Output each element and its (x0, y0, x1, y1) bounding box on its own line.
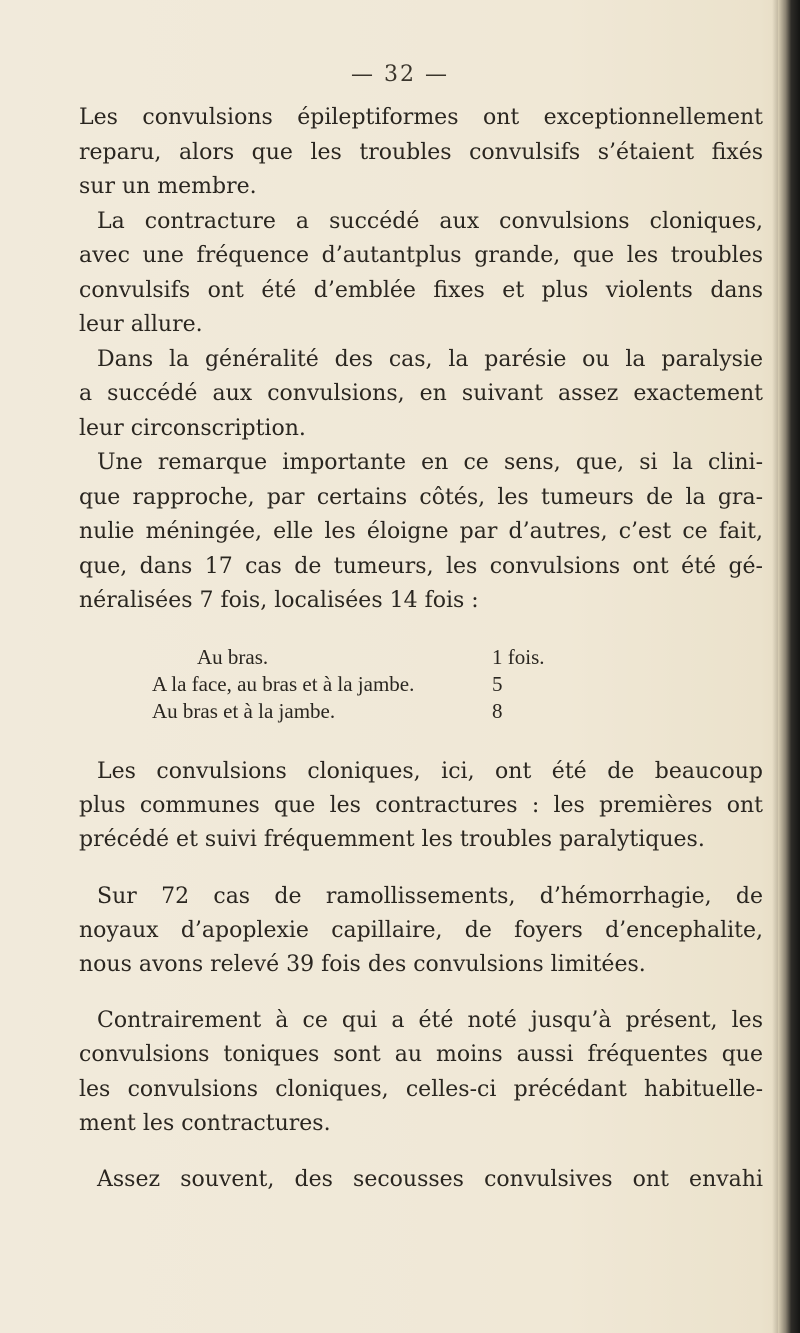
text-line: a succédé aux convulsions, en suivant assez exactement (79, 381, 763, 406)
table-cell-count: 8 (492, 699, 503, 723)
text-line: sur un membre. (79, 174, 257, 199)
text-line: précédé et suivi fréquemment les troubles paralytiques. (79, 827, 705, 853)
cases-table (152, 644, 592, 725)
text-line: Dans la généralité des cas, la parésie ou la paralysie (97, 346, 763, 372)
text-line: leur circonscription. (79, 415, 306, 441)
text-line: convulsions toniques sont au moins aussi fréquentes que (79, 1042, 763, 1068)
text-line: reparu, alors que les troubles convulsifs s’étaient fixés (79, 139, 763, 165)
table-cell-count: 5 (492, 672, 503, 696)
text-line: convulsifs ont été d’emblée fixes et plus violents dans (79, 277, 763, 303)
table-cell-label: A la face, au bras et à la jambe. (152, 672, 415, 696)
text-line: Une remarque importante en ce sens, que, si la clini- (97, 450, 763, 475)
paragraph-8 (79, 1163, 763, 1197)
page-number: — 32 — (351, 62, 449, 87)
text-line: La contracture a succédé aux convulsions cloniques, (97, 208, 763, 234)
text-line: Les convulsions cloniques, ici, ont été de beaucoup (97, 759, 763, 784)
text-line: leur allure. (79, 312, 203, 337)
paragraph-7 (79, 1004, 763, 1141)
book-spine-edge (778, 0, 800, 1333)
paragraph-3 (79, 343, 763, 447)
table-row (152, 698, 592, 725)
text-line: Assez souvent, des secousses convulsives ont envahi (97, 1167, 763, 1193)
text-line: noyaux d’apoplexie capillaire, de foyers d’encephalite, (79, 917, 763, 943)
text-line: Sur 72 cas de ramollissements, d’hémorrhagie, de (97, 883, 763, 909)
text-line: Les convulsions épileptiformes ont exceptionnellement (79, 105, 763, 130)
table-row (152, 644, 592, 671)
paragraph-1 (79, 101, 763, 205)
text-line: ment les contractures. (79, 1110, 331, 1136)
text-line: les convulsions cloniques, celles-ci précédant habituelle- (79, 1076, 763, 1102)
text-line: nulie méningée, elle les éloigne par d’autres, c’est ce fait, (79, 519, 763, 544)
text-line: avec une fréquence d’autantplus grande, que les troubles (79, 243, 763, 268)
text-line: Contrairement à ce qui a été noté jusqu’à présent, les (97, 1008, 763, 1034)
table-cell-count: 1 fois. (492, 645, 545, 669)
table-cell-label: Au bras. (197, 645, 269, 669)
text-line: plus communes que les contractures : les premières ont (79, 793, 763, 819)
body-text-upper (79, 101, 763, 619)
text-line: que rapproche, par certains côtés, les tumeurs de la gra- (79, 484, 763, 510)
paragraph-4 (79, 446, 763, 619)
text-line: nous avons relevé 39 fois des convulsions limitées. (79, 952, 646, 978)
body-text-lower (79, 733, 763, 1219)
paragraph-2 (79, 205, 763, 343)
table-cell-label: Au bras et à la jambe. (152, 699, 336, 723)
table-row (152, 671, 592, 698)
paragraph-5 (79, 755, 763, 858)
text-line: néralisées 7 fois, localisées 14 fois : (79, 588, 479, 613)
paragraph-6 (79, 880, 763, 983)
text-line: que, dans 17 cas de tumeurs, les convulsions ont été gé- (79, 553, 763, 579)
